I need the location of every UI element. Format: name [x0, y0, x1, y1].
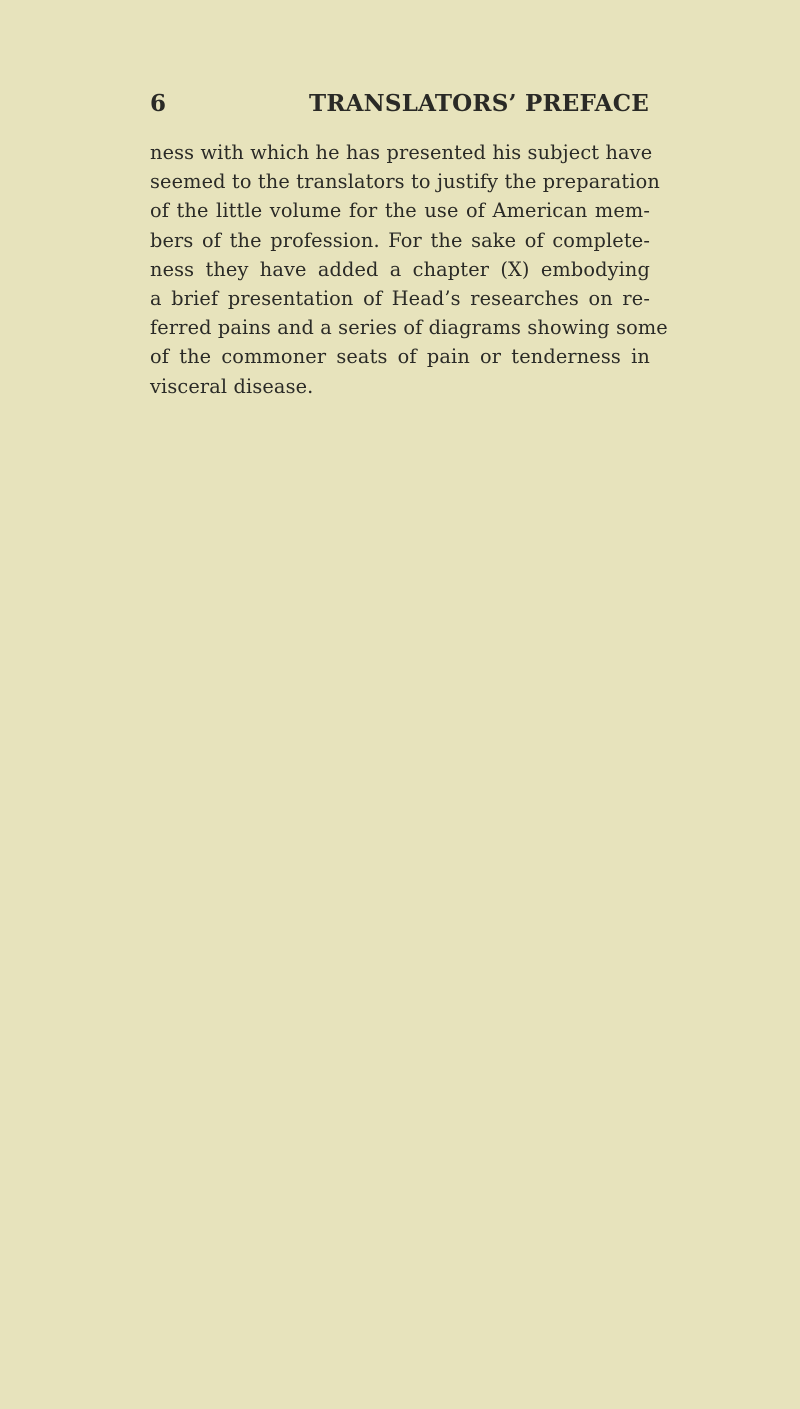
text-line: bers of the profession. For the sake of complete-	[150, 228, 650, 252]
page-number: 6	[150, 90, 167, 117]
body-paragraph	[150, 138, 668, 401]
text-line: a brief presentation of Head’s researches on re-	[150, 286, 650, 310]
text-line: visceral disease.	[150, 374, 314, 398]
running-title: TRANSLATORS’ PREFACE	[309, 90, 649, 117]
text-line: of the little volume for the use of American mem-	[150, 199, 650, 223]
text-line: ness with which he has presented his subject have	[150, 141, 653, 164]
text-line: ferred pains and a series of diagrams showing some	[150, 316, 668, 340]
text-line: ness they have added a chapter (X) embodying	[150, 257, 650, 281]
running-head	[150, 90, 650, 126]
text-line: of the commoner seats of pain or tenderness in	[150, 345, 650, 369]
text-line: seemed to the translators to justify the preparation	[150, 170, 660, 194]
